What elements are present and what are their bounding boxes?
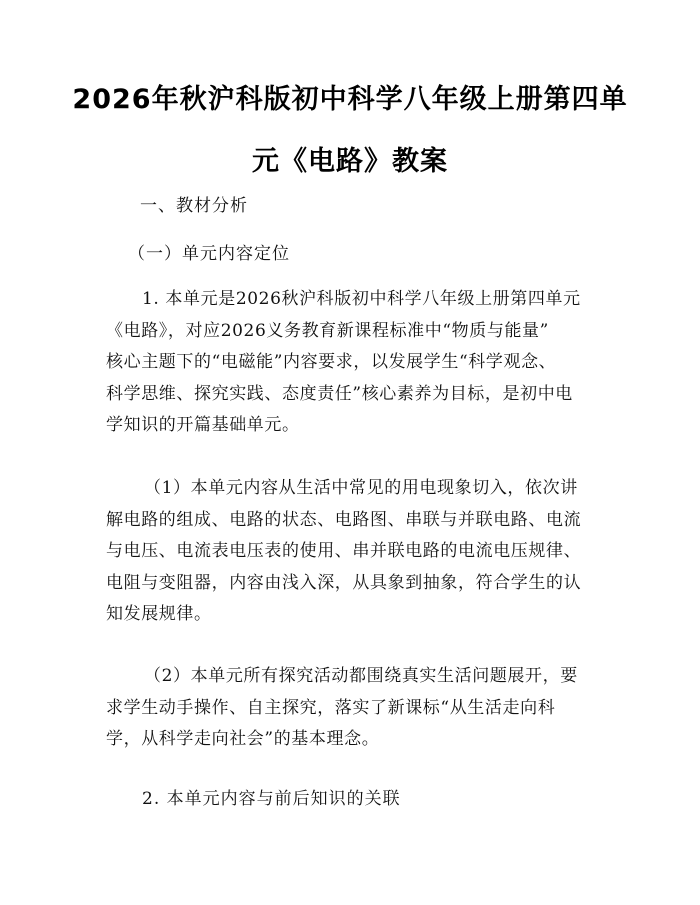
paragraph-line: （2）本单元所有探究活动都围绕真实生活问题展开，要	[144, 666, 578, 686]
paragraph-line: 解电路的组成、电路的状态、电路图、串联与并联电路、电流	[106, 509, 582, 530]
paragraph-inquiry-activities	[106, 661, 598, 756]
subsection-heading-unit-positioning: （一）单元内容定位	[128, 244, 290, 264]
paragraph-line: 电阻与变阻器，内容由浅入深，从具象到抽象，符合学生的认	[106, 572, 582, 593]
paragraph-line: 学，从科学走向社会”的基本理念。	[106, 729, 380, 749]
paragraph-line: 学知识的开篇基础单元。	[106, 415, 300, 435]
item-heading-knowledge-connection: 2. 本单元内容与前后知识的关联	[142, 789, 401, 809]
paragraph-line: 科学思维、探究实践、态度责任”核心素养为目标，是初中电	[106, 383, 573, 404]
paragraph-unit-overview	[106, 284, 598, 442]
paragraph-line: （1）本单元内容从生活中常见的用电现象切入，依次讲	[144, 478, 578, 498]
paragraph-line: 核心主题下的“电磁能”内容要求，以发展学生“科学观念、	[106, 352, 557, 372]
paragraph-line: 知发展规律。	[106, 604, 212, 624]
paragraph-line: 与电压、电流表电压表的使用、串并联电路的电流电压规律、	[106, 541, 582, 561]
paragraph-line: 求学生动手操作、自主探究，落实了新课标“从生活走向科	[106, 697, 556, 718]
paragraph-line: 1. 本单元是2026秋沪科版初中科学八年级上册第四单元	[142, 289, 581, 309]
title-line-2: 元《电路》教案	[252, 146, 448, 177]
paragraph-content-sequence	[106, 473, 598, 631]
section-heading-teaching-material-analysis: 一、教材分析	[140, 196, 248, 216]
paragraph-line: 《电路》，对应2026义务教育新课程标准中“物质与能量”	[106, 320, 549, 341]
title-line-1: 2026年秋沪科版初中科学八年级上册第四单	[72, 84, 628, 115]
